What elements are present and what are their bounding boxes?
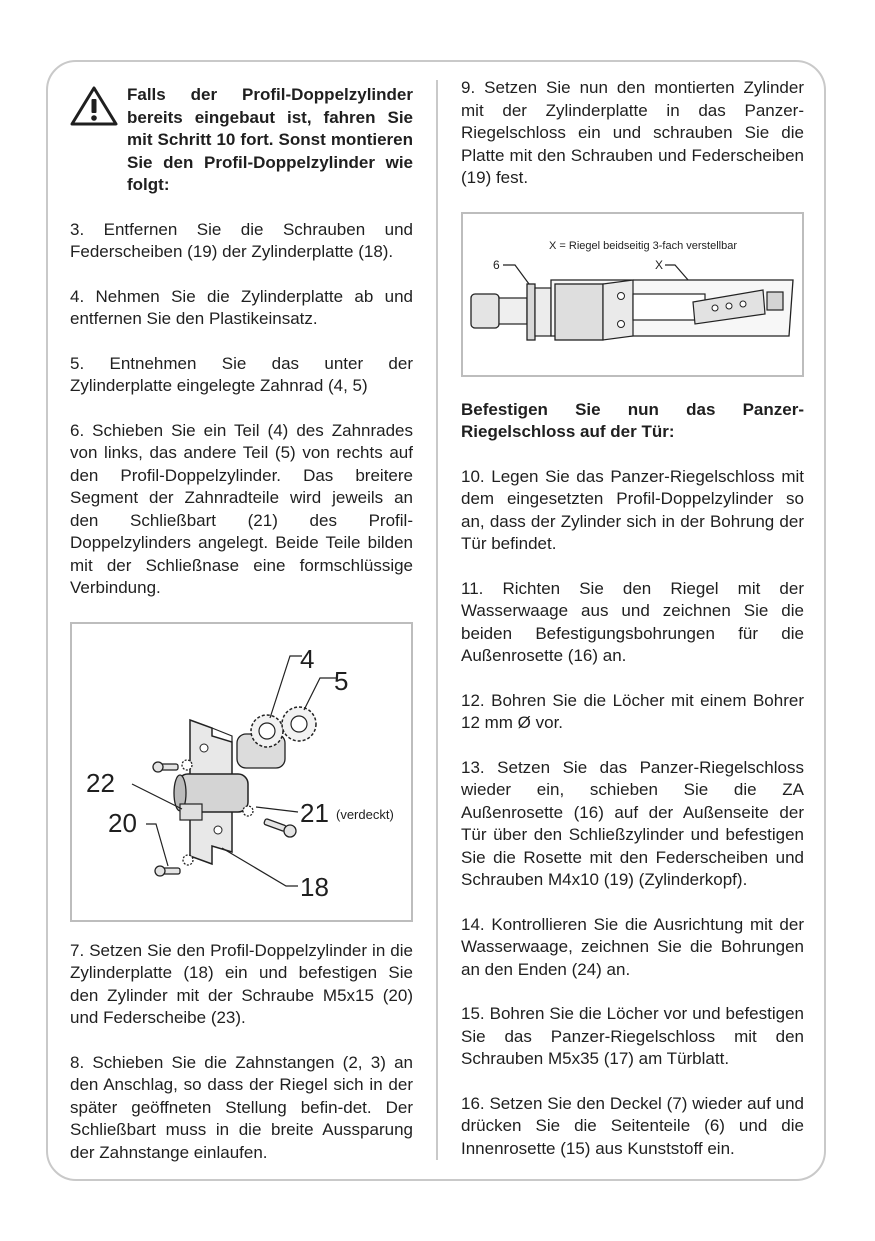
figure-label-21: 21	[300, 797, 329, 828]
step-5: 5. Entnehmen Sie das unter der Zylinderplatte eingelegte Zahnrad (4, 5)	[70, 353, 413, 395]
step-3: 3. Entfernen Sie die Schrauben und Federscheiben (19) der Zylinderplatte (18).	[70, 219, 413, 261]
figure-label-20: 20	[108, 807, 137, 838]
step-14: 14. Kontrollieren Sie die Ausrichtung mit der Wasserwaage, zeichnen Sie die Bohrungen an den Enden (24) an.	[461, 914, 804, 979]
step-11: 11. Richten Sie den Riegel mit der Wasserwaage aus und zeichnen Sie die beiden Befestigungsbohrungen für die Außenrosette (16) an.	[461, 578, 804, 665]
lock-mounting-figure	[461, 212, 804, 377]
right-column	[461, 77, 804, 1182]
figure-label-18: 18	[300, 871, 329, 902]
figure-label-x: X	[655, 257, 664, 272]
step-9: 9. Setzen Sie nun den montierten Zylinder mit der Zylinderplatte in das Panzer-Riegelschloss ein und schrauben Sie die Platte mit den Schrauben und Federscheiben (19) fest.	[461, 78, 804, 187]
step-10: 10. Legen Sie das Panzer-Riegelschloss mit dem eingesetzten Profil-Doppelzylinder so an, dass der Zylinder sich in der Bohrung der Tür befindet.	[461, 466, 804, 553]
step-4: 4. Nehmen Sie die Zylinderplatte ab und entfernen Sie den Plastikeinsatz.	[70, 286, 413, 328]
step-8: 8. Schieben Sie die Zahnstangen (2, 3) an den Anschlag, so dass der Riegel sich in der später geöffneten Stellung befin-det. Der Schließbart muss in die breite Aussparung der Zahnstange einlaufen.	[70, 1052, 413, 1162]
cylinder-assembly-figure	[70, 622, 413, 922]
step-15: 15. Bohren Sie die Löcher vor und befestigen Sie das Panzer-Riegelschloss mit den Schrauben M5x35 (17) am Türblatt.	[461, 1004, 804, 1068]
section-heading: Befestigen Sie nun das Panzer-Riegelschloss auf der Tür:	[461, 399, 804, 441]
cylinder-assembly-drawing	[72, 624, 415, 924]
lock-mounting-drawing	[463, 214, 806, 379]
figure-label-22: 22	[86, 767, 115, 798]
figure-label-5: 5	[334, 665, 349, 696]
left-column	[70, 84, 413, 1186]
column-divider	[436, 80, 438, 1160]
warning-triangle-icon	[70, 86, 118, 126]
step-13: 13. Setzen Sie das Panzer-Riegelschloss wieder ein, schieben Sie die ZA Außenrosette (16) auf der Außenseite der Tür über den Schließzylinder und befestigen Sie die Rosette mit den Federscheiben und Schrauben M4x10 (19) (Zylinderkopf).	[461, 757, 804, 889]
step-6: 6. Schieben Sie ein Teil (4) des Zahnrades von links, das andere Teil (5) von rechts auf den Profil-Doppelzylinder. Das breitere Segment der Zahnradteile wird jeweils an den Schließbart (21) des Profil-Doppelzylinders angelegt. Beide Teile bilden mit der Schließnase eine formschlüssige Verbindung.	[70, 420, 413, 597]
warning-box	[70, 84, 413, 197]
step-16: 16. Setzen Sie den Deckel (7) wieder auf und drücken Sie die Seitenteile (6) und die Innenrosette (15) aus Kunststoff ein.	[461, 1093, 804, 1158]
figure-label-4: 4	[300, 643, 315, 674]
figure-caption: X = Riegel beidseitig 3-fach verstellbar	[549, 239, 738, 252]
step-7: 7. Setzen Sie den Profil-Doppelzylinder in die Zylinderplatte (18) ein und befestigen Sie den Zylinder mit der Schraube M5x15 (20) und Federscheibe (23).	[70, 940, 413, 1027]
figure-label-6: 6	[493, 257, 500, 272]
step-12: 12. Bohren Sie die Löcher mit einem Bohrer 12 mm Ø vor.	[461, 690, 804, 732]
figure-label-21-note: (verdeckt)	[336, 806, 394, 822]
warning-text: Falls der Profil-Doppelzylinder bereits eingebaut ist, fahren Sie mit Schritt 10 fort. Sonst montieren Sie den Profil-Doppelzylinder wie folgt:	[127, 85, 413, 194]
